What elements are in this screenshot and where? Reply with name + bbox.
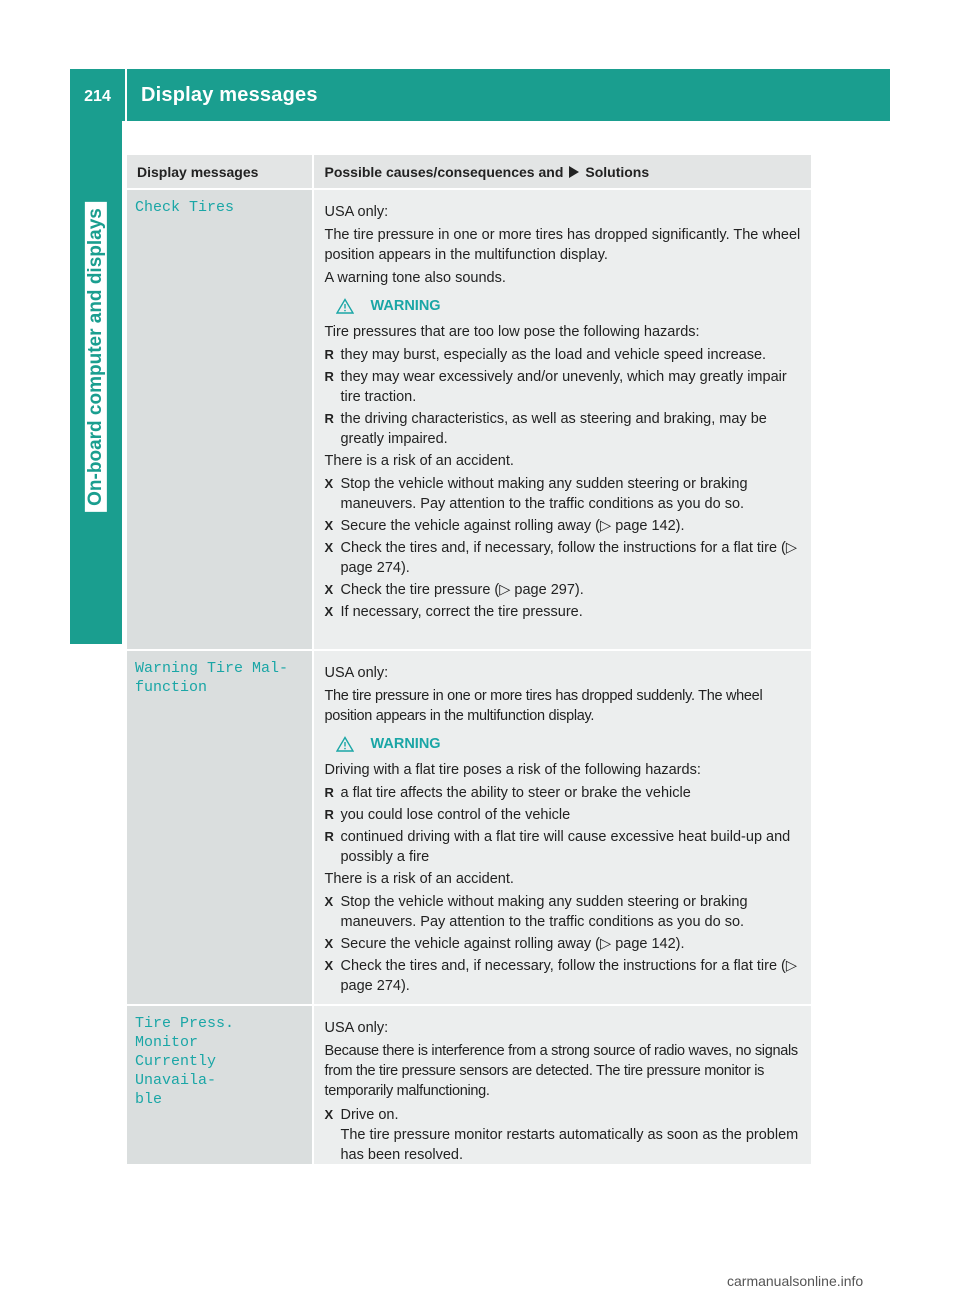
list-item xyxy=(324,805,803,825)
list-item xyxy=(324,934,803,954)
message-cell xyxy=(127,190,312,649)
intro-text: USA only: xyxy=(324,665,389,681)
warning-heading xyxy=(336,736,803,752)
bullet-r-icon: R xyxy=(324,347,334,362)
list-item xyxy=(324,409,803,449)
intro-text: Because there is interference from a strong source of radio waves, no signals from the tire pressure sensors are detected. The tire pressure monitor is temporarily malfunctioning. xyxy=(324,1043,798,1099)
side-tab-inner xyxy=(70,121,122,592)
list-item xyxy=(324,602,803,622)
list-item xyxy=(324,783,803,803)
list-item xyxy=(324,367,803,407)
table-row xyxy=(127,190,811,649)
col-header-solutions-text: Possible causes/consequences and xyxy=(324,163,564,180)
list-item xyxy=(324,516,803,536)
side-tab xyxy=(70,121,122,592)
action-x-icon: X xyxy=(324,894,334,909)
action-x-icon: X xyxy=(324,540,334,555)
list-item xyxy=(324,580,803,600)
action-x-icon: X xyxy=(324,1107,334,1122)
hazard-intro: Driving with a flat tire poses a risk of the following hazards: xyxy=(324,762,701,778)
list-item xyxy=(324,827,803,867)
page-header xyxy=(70,69,890,121)
message-cell xyxy=(127,1006,312,1164)
risk-text: There is a risk of an accident. xyxy=(324,453,514,469)
action-x-icon: X xyxy=(324,582,334,597)
risk-text: There is a risk of an accident. xyxy=(324,871,514,887)
play-arrow-icon xyxy=(567,165,581,179)
hazard-text: they may wear excessively and/or unevenly, which may greatly impair tire traction. xyxy=(340,369,787,405)
action-text: Check the tires and, if necessary, follow the instructions for a flat tire (▷ page 274). xyxy=(340,958,798,994)
intro-text: The tire pressure in one or more tires has dropped suddenly. The wheel position appears in the multifunction display. xyxy=(324,688,763,724)
action-x-icon: X xyxy=(324,604,334,619)
table-header-row xyxy=(127,155,811,188)
hazard-text: you could lose control of the vehicle xyxy=(340,807,571,823)
action-x-icon: X xyxy=(324,518,334,533)
intro-text: USA only: xyxy=(324,1020,389,1036)
message-cell xyxy=(127,651,312,1004)
list-item xyxy=(324,474,803,514)
col-header-solutions-suffix: Solutions xyxy=(585,163,650,180)
bullet-r-icon: R xyxy=(324,785,334,800)
intro-text: A warning tone also sounds. xyxy=(324,270,506,286)
display-message-text: Check Tires xyxy=(135,199,235,216)
action-text: Secure the vehicle against rolling away (▷ page 142). xyxy=(340,518,685,534)
warning-triangle-icon xyxy=(336,298,354,314)
list-item xyxy=(324,538,803,578)
display-messages-table xyxy=(127,155,811,1164)
page-title: Display messages xyxy=(141,83,318,106)
warning-heading xyxy=(336,298,803,314)
action-text: Check the tires and, if necessary, follow the instructions for a flat tire (▷ page 274). xyxy=(340,540,798,576)
bullet-r-icon: R xyxy=(324,411,334,426)
bullet-r-icon: R xyxy=(324,369,334,384)
list-item xyxy=(324,1105,803,1165)
col-header-solutions xyxy=(314,155,811,188)
list-item xyxy=(324,892,803,932)
page-number: 214 xyxy=(70,69,127,121)
warning-label: WARNING xyxy=(370,736,441,752)
action-text: Secure the vehicle against rolling away (▷ page 142). xyxy=(340,936,685,952)
warning-label: WARNING xyxy=(370,298,441,314)
table-row xyxy=(127,1006,811,1164)
solution-cell xyxy=(314,1006,811,1164)
action-text: If necessary, correct the tire pressure. xyxy=(340,604,583,620)
solution-cell xyxy=(314,651,811,1004)
hazard-text: a flat tire affects the ability to steer or brake the vehicle xyxy=(340,785,691,801)
action-text: Stop the vehicle without making any sudden steering or braking maneuvers. Pay attention to the traffic conditions as you do so. xyxy=(340,894,748,930)
action-text: Stop the vehicle without making any sudden steering or braking maneuvers. Pay attention to the traffic conditions as you do so. xyxy=(340,476,748,512)
list-item xyxy=(324,956,803,996)
hazard-text: the driving characteristics, as well as steering and braking, may be greatly impaired. xyxy=(340,411,767,447)
display-message-text: Warning Tire Mal‐ function xyxy=(135,660,289,696)
side-tab-label: On-board computer and displays xyxy=(85,202,107,512)
bullet-r-icon: R xyxy=(324,807,334,822)
solution-cell xyxy=(314,190,811,649)
intro-text: The tire pressure in one or more tires has dropped significantly. The wheel position appears in the multifunction display. xyxy=(324,227,801,263)
intro-text: USA only: xyxy=(324,204,389,220)
watermark: carmanualsonline.info xyxy=(727,1273,864,1289)
action-x-icon: X xyxy=(324,936,334,951)
hazard-text: continued driving with a flat tire will cause excessive heat build-up and possibly a fire xyxy=(340,829,791,865)
action-x-icon: X xyxy=(324,958,334,973)
display-message-text: Tire Press. Monitor Currently Unavaila‐ ble xyxy=(135,1015,235,1108)
warning-triangle-icon xyxy=(336,736,354,752)
col-header-messages: Display messages xyxy=(127,155,312,188)
action-text: Drive on. The tire pressure monitor restarts automatically as soon as the problem has been resolved. xyxy=(340,1107,799,1163)
hazard-text: they may burst, especially as the load and vehicle speed increase. xyxy=(340,347,767,363)
hazard-intro: Tire pressures that are too low pose the following hazards: xyxy=(324,324,700,340)
action-x-icon: X xyxy=(324,476,334,491)
action-text: Check the tire pressure (▷ page 297). xyxy=(340,582,584,598)
bullet-r-icon: R xyxy=(324,829,334,844)
list-item xyxy=(324,345,803,365)
table-row xyxy=(127,651,811,1004)
side-square-marker xyxy=(70,592,122,644)
